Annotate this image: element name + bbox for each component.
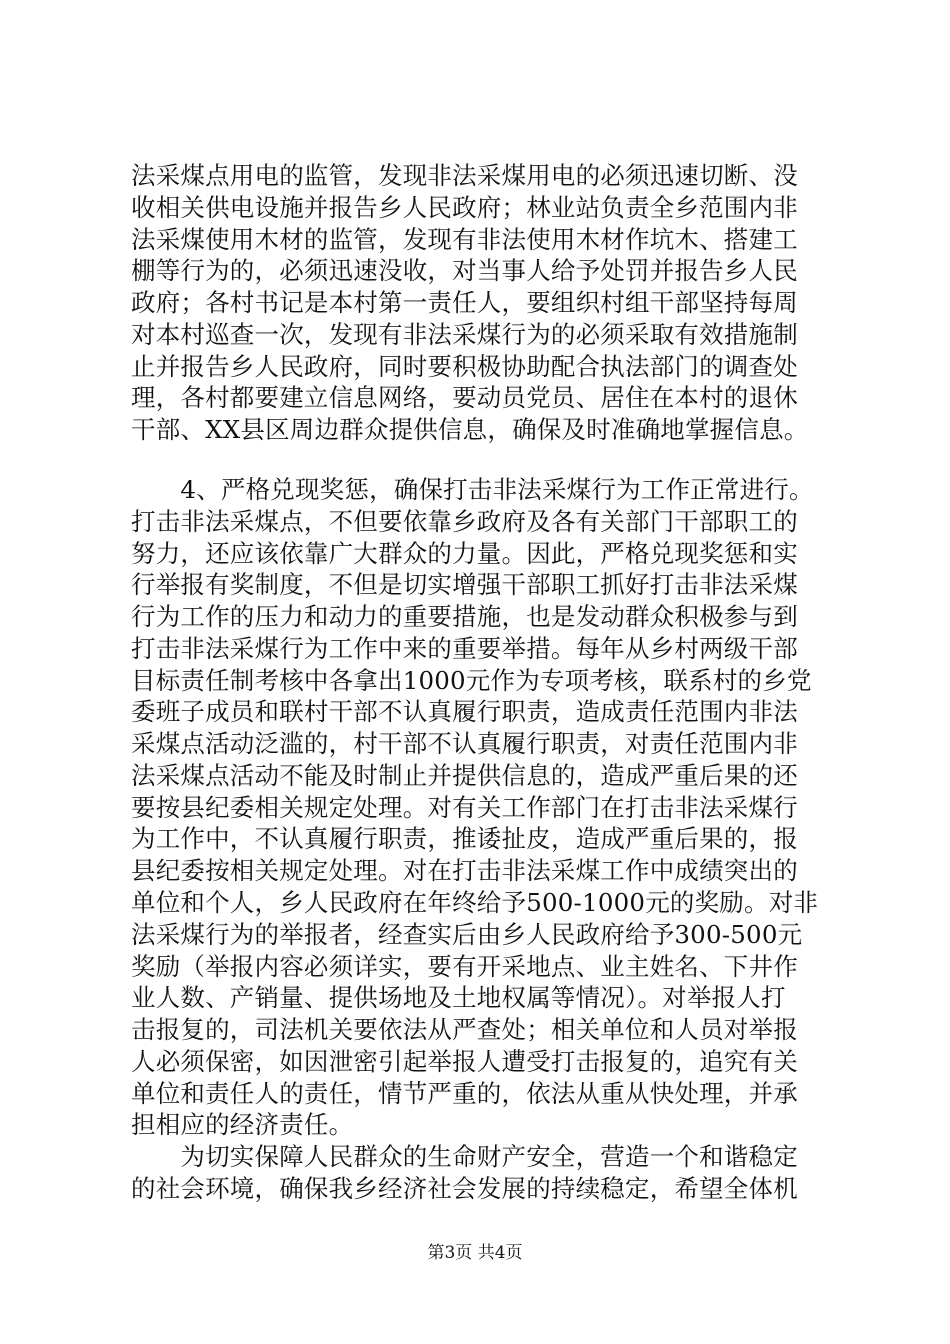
body-text-line: 人必须保密，如因泄密引起举报人遭受打击报复的，追究有关 [131, 1047, 798, 1076]
body-text-line: 收相关供电设施并报告乡人民政府；林业站负责全乡范围内非 [131, 193, 798, 222]
body-text-line: 要按县纪委相关规定处理。对有关工作部门在打击非法采煤行 [131, 793, 798, 822]
body-text-line: 为工作中，不认真履行职责，推诿扯皮，造成严重后果的，报 [131, 824, 798, 853]
body-text-line: 打击非法采煤点，不但要依靠乡政府及各有关部门干部职工的 [131, 507, 798, 536]
body-text-line: 干部、XX县区周边群众提供信息，确保及时准确地掌握信息。 [131, 415, 809, 444]
body-text-line: 击报复的，司法机关要依法从严查处；相关单位和人员对举报 [131, 1015, 798, 1044]
closing-paragraph-line: 为切实保障人民群众的生命财产安全，营造一个和谐稳定 [131, 1142, 798, 1171]
body-text-line: 政府；各村书记是本村第一责任人，要组织村组干部坚持每周 [131, 288, 798, 317]
body-text-line: 委班子成员和联村干部不认真履行职责，造成责任范围内非法 [131, 697, 798, 726]
page-number-footer: 第3页 共4页 [427, 1243, 523, 1263]
body-text-line: 采煤点活动泛滥的，村干部不认真履行职责，对责任范围内非 [131, 729, 798, 758]
body-text-line: 法采煤点活动不能及时制止并提供信息的，造成严重后果的还 [131, 761, 798, 790]
body-text-line: 业人数、产销量、提供场地及土地权属等情况）。对举报人打 [131, 983, 786, 1012]
body-text-line: 止并报告乡人民政府，同时要积极协助配合执法部门的调查处 [131, 352, 798, 381]
body-text-line: 奖励（举报内容必须详实，要有开采地点、业主姓名、下井作 [131, 952, 798, 981]
body-text-line: 担相应的经济责任。 [131, 1110, 354, 1139]
body-text-line: 单位和个人，乡人民政府在年终给予500-1000元的奖励。对非 [131, 888, 819, 917]
paragraph-4-heading-line: 4、严格兑现奖惩，确保打击非法采煤行为工作正常进行。 [131, 475, 814, 504]
body-text-line: 打击非法采煤行为工作中来的重要举措。每年从乡村两级干部 [131, 634, 798, 663]
body-text-line: 法采煤行为的举报者，经查实后由乡人民政府给予300-500元 [131, 920, 803, 949]
body-text-line: 行为工作的压力和动力的重要措施，也是发动群众积极参与到 [131, 602, 798, 631]
body-text-line: 目标责任制考核中各拿出1000元作为专项考核，联系村的乡党 [131, 666, 812, 695]
body-text-line: 单位和责任人的责任，情节严重的，依法从重从快处理，并承 [131, 1079, 798, 1108]
body-text-line: 棚等行为的，必须迅速没收，对当事人给予处罚并报告乡人民 [131, 256, 798, 285]
body-text-line: 努力，还应该依靠广大群众的力量。因此，严格兑现奖惩和实 [131, 539, 798, 568]
body-text-line: 法采煤点用电的监管，发现非法采煤用电的必须迅速切断、没 [131, 161, 798, 190]
body-text-line: 的社会环境，确保我乡经济社会发展的持续稳定，希望全体机 [131, 1174, 798, 1203]
body-text-line: 理，各村都要建立信息网络，要动员党员、居住在本村的退休 [131, 383, 798, 412]
body-text-line: 行举报有奖制度，不但是切实增强干部职工抓好打击非法采煤 [131, 570, 798, 599]
body-text-line: 法采煤使用木材的监管，发现有非法使用木材作坑木、搭建工 [131, 225, 798, 254]
body-text-line: 对本村巡查一次，发现有非法采煤行为的必须采取有效措施制 [131, 320, 798, 349]
body-text-line: 县纪委按相关规定处理。对在打击非法采煤工作中成绩突出的 [131, 856, 798, 885]
